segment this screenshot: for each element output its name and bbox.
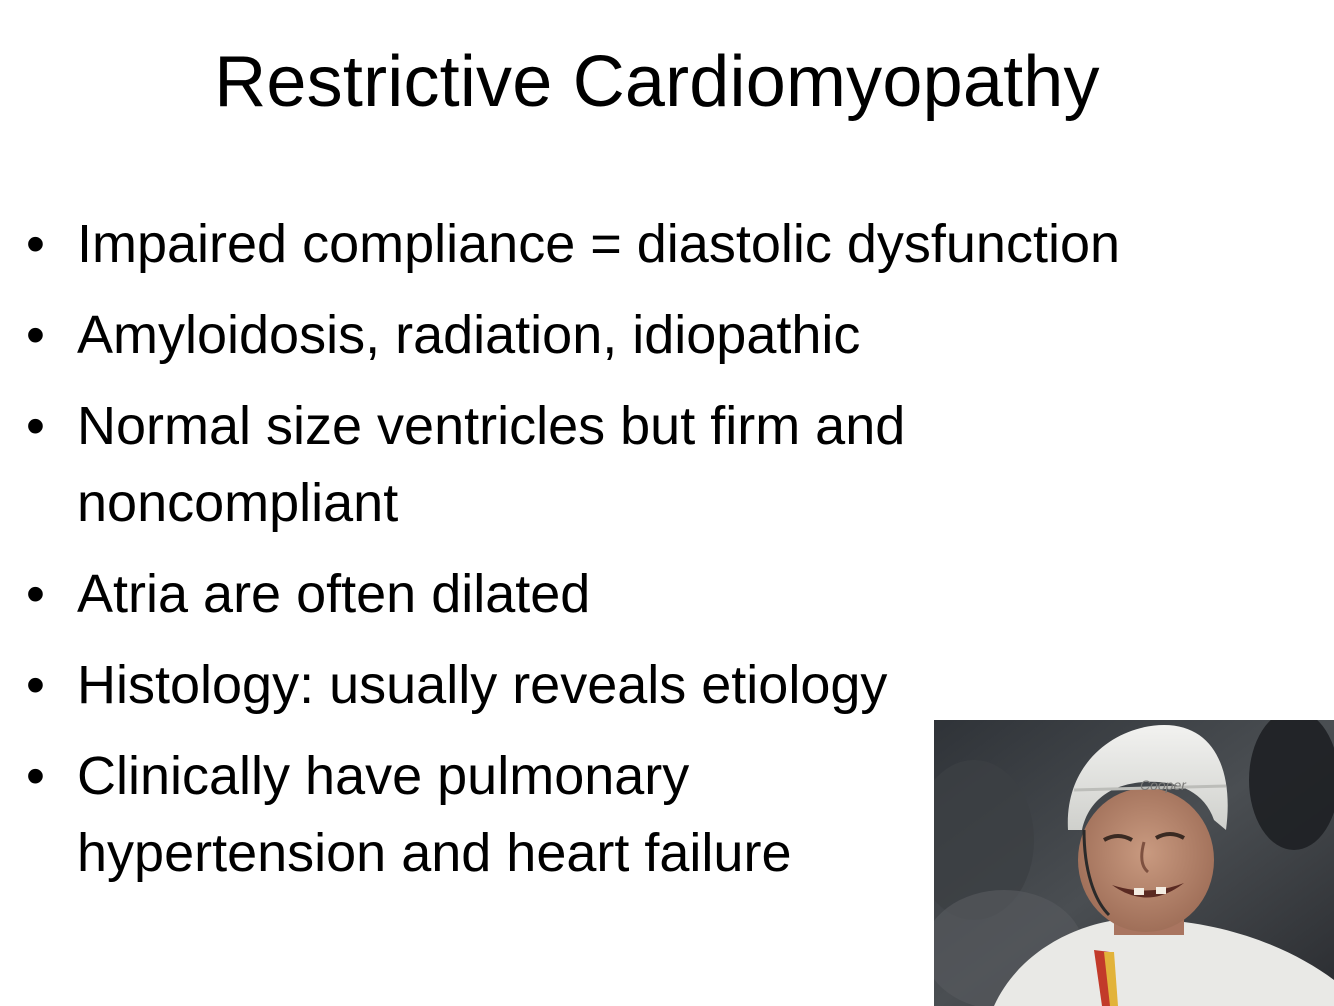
bullet-text: Impaired compliance = diastolic dysfunction	[77, 214, 1121, 274]
bullet-item	[22, 388, 1037, 542]
bullet-item	[22, 647, 1262, 724]
hockey-player-photo	[934, 720, 1334, 1006]
bullet-text: Atria are often dilated	[77, 564, 591, 624]
bullet-item	[22, 297, 1262, 374]
slide-title: Restrictive Cardiomyopathy	[214, 42, 1100, 122]
bullet-dot: •	[26, 655, 45, 715]
helmet-brand-label: Cooper	[1140, 777, 1186, 793]
bullet-text: Amyloidosis, radiation, idiopathic	[77, 305, 861, 365]
bullet-text: Normal size ventricles but firm and noncompliant	[77, 396, 906, 533]
bullet-dot: •	[26, 305, 45, 365]
bullet-dot: •	[26, 214, 45, 274]
bullet-text: Clinically have pulmonary hypertension and heart failure	[77, 746, 792, 883]
bullet-dot: •	[26, 396, 45, 456]
bullet-item	[22, 556, 1262, 633]
bullet-text: Histology: usually reveals etiology	[77, 655, 888, 715]
bullet-item	[22, 738, 897, 892]
bullet-item	[22, 206, 1262, 283]
bullet-dot: •	[26, 746, 45, 806]
bullet-dot: •	[26, 564, 45, 624]
